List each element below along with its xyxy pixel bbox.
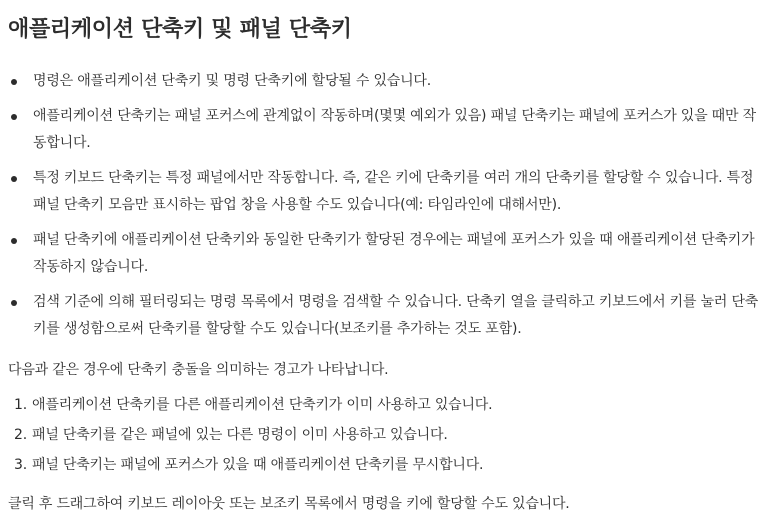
numbered-list — [8, 392, 763, 479]
bullet-item: 패널 단축키에 애플리케이션 단축키와 동일한 단축키가 할당된 경우에는 패널에 포커스가 있을 때 애플리케이션 단축키가 작동하지 않습니다. — [8, 227, 763, 281]
item-number: 2. — [14, 427, 27, 443]
item-number: 1. — [14, 397, 27, 413]
bullet-item: 명령은 애플리케이션 단축키 및 명령 단축키에 할당될 수 있습니다. — [8, 68, 763, 95]
numbered-item — [8, 452, 763, 479]
bullet-list — [8, 68, 763, 343]
item-text: 애플리케이션 단축키를 다른 애플리케이션 단축키가 이미 사용하고 있습니다. — [32, 397, 493, 413]
numbered-item — [8, 422, 763, 449]
closing-paragraph: 클릭 후 드래그하여 키보드 레이아웃 또는 보조키 목록에서 명령을 키에 할당할 수도 있습니다. — [8, 496, 570, 512]
item-text: 패널 단축키를 같은 패널에 있는 다른 명령이 이미 사용하고 있습니다. — [32, 427, 448, 443]
numbered-item — [8, 392, 763, 419]
bullet-item: 애플리케이션 단축키는 패널 포커스에 관계없이 작동하며(몇몇 예외가 있음) 패널 단축키는 패널에 포커스가 있을 때만 작동합니다. — [8, 103, 763, 157]
page-title: 애플리케이션 단축키 및 패널 단축키 — [8, 17, 352, 42]
bullet-item: 검색 기준에 의해 필터링되는 명령 목록에서 명령을 검색할 수 있습니다. 단축키 열을 클릭하고 키보드에서 키를 눌러 단축키를 생성함으로써 단축키를 할당할 수도 있습니다(보조키를 추가하는 것도 포함). — [8, 289, 763, 343]
bullet-item: 특정 키보드 단축키는 특정 패널에서만 작동합니다. 즉, 같은 키에 단축키를 여러 개의 단축키를 할당할 수 있습니다. 특정 패널 단축키 모음만 표시하는 팝업 창을 사용할 수도 있습니다(예: 타임라인에 대해서만). — [8, 165, 763, 219]
item-text: 패널 단축키는 패널에 포커스가 있을 때 애플리케이션 단축키를 무시합니다. — [32, 457, 484, 473]
conflict-intro: 다음과 같은 경우에 단축키 충돌을 의미하는 경고가 나타납니다. — [8, 362, 389, 378]
item-number: 3. — [14, 457, 27, 473]
